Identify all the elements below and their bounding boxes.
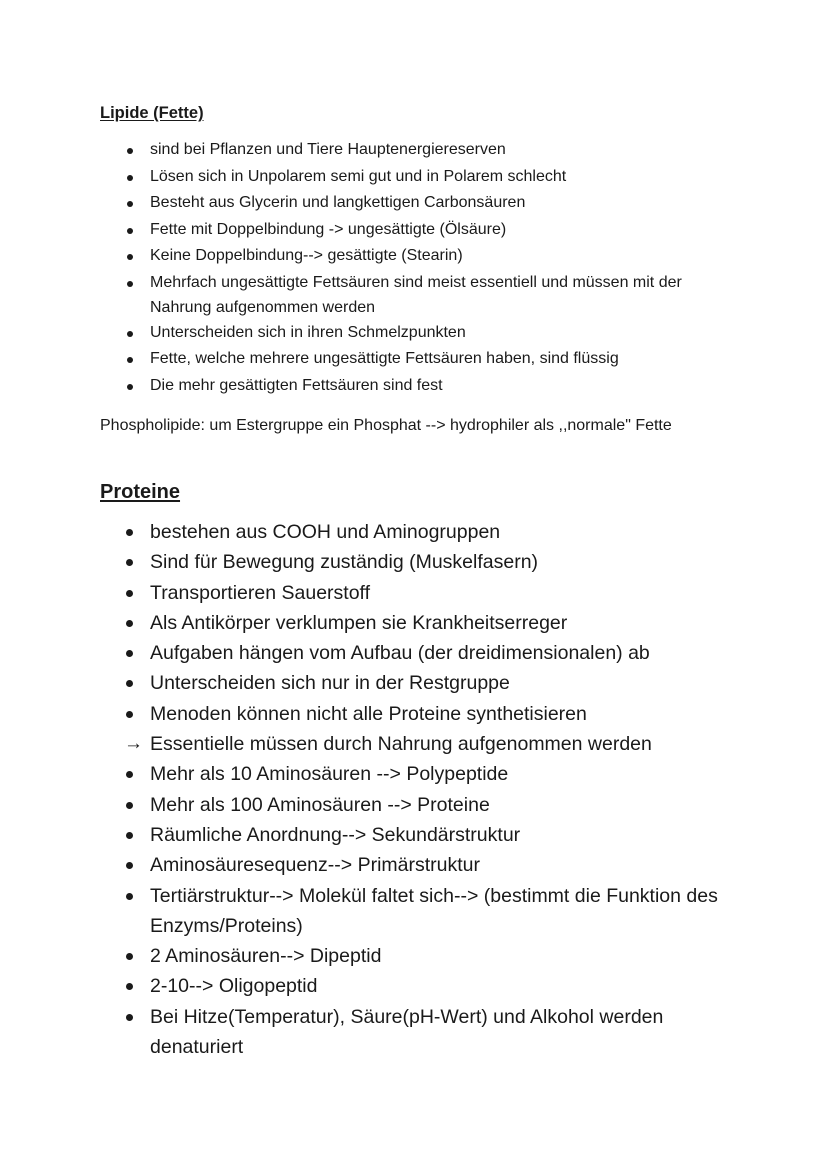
- list-item: Räumliche Anordnung--> Sekundärstruktur: [100, 820, 750, 850]
- list-item: Sind für Bewegung zuständig (Muskelfasern): [100, 547, 750, 577]
- list-item: 2 Aminosäuren--> Dipeptid: [100, 941, 750, 971]
- list-item: Transportieren Sauerstoff: [100, 578, 750, 608]
- list-item: Unterscheiden sich in ihren Schmelzpunkten: [100, 320, 740, 347]
- list-item: Unterscheiden sich nur in der Restgruppe: [100, 668, 750, 698]
- list-item: Aufgaben hängen vom Aufbau (der dreidimensionalen) ab: [100, 638, 750, 668]
- list-item: sind bei Pflanzen und Tiere Hauptenergiereserven: [100, 137, 740, 164]
- right-arrow-icon: →: [124, 733, 143, 755]
- proteine-section: [100, 478, 740, 1062]
- list-item: bestehen aus COOH und Aminogruppen: [100, 517, 750, 547]
- list-item: Keine Doppelbindung--> gesättigte (Stearin): [100, 243, 740, 270]
- lipide-section: [100, 101, 740, 399]
- arrow-item-text: Essentielle müssen durch Nahrung aufgenommen werden: [150, 733, 652, 756]
- list-item: Mehr als 10 Aminosäuren --> Polypeptide: [100, 759, 750, 789]
- list-item: Die mehr gesättigten Fettsäuren sind fest: [100, 373, 740, 400]
- list-item: Bei Hitze(Temperatur), Säure(pH-Wert) und Alkohol werden denaturiert: [100, 1002, 750, 1063]
- list-item: Fette mit Doppelbindung -> ungesättigte (Ölsäure): [100, 217, 740, 244]
- list-item: Fette, welche mehrere ungesättigte Fettsäuren haben, sind flüssig: [100, 346, 740, 373]
- proteine-list: [100, 517, 740, 1062]
- list-item: Lösen sich in Unpolarem semi gut und in Polarem schlecht: [100, 164, 740, 191]
- list-item: Tertiärstruktur--> Molekül faltet sich--> (bestimmt die Funktion des Enzyms/Proteins): [100, 881, 750, 942]
- lipide-heading: Lipide (Fette): [100, 104, 204, 122]
- arrow-list-item: [100, 729, 750, 759]
- list-item: Mehr als 100 Aminosäuren --> Proteine: [100, 790, 750, 820]
- lipide-list: [100, 137, 740, 399]
- list-item: Besteht aus Glycerin und langkettigen Carbonsäuren: [100, 190, 740, 217]
- list-item: Mehrfach ungesättigte Fettsäuren sind meist essentiell und müssen mit der Nahrung aufgenommen werden: [100, 270, 740, 320]
- list-item: 2-10--> Oligopeptid: [100, 971, 750, 1001]
- phospholipide-paragraph: Phospholipide: um Estergruppe ein Phosphat --> hydrophiler als ,,normale" Fette: [100, 417, 672, 434]
- list-item: Als Antikörper verklumpen sie Krankheitserreger: [100, 608, 750, 638]
- proteine-heading: Proteine: [100, 481, 181, 503]
- list-item: Menoden können nicht alle Proteine synthetisieren: [100, 699, 750, 729]
- list-item: Aminosäuresequenz--> Primärstruktur: [100, 850, 750, 880]
